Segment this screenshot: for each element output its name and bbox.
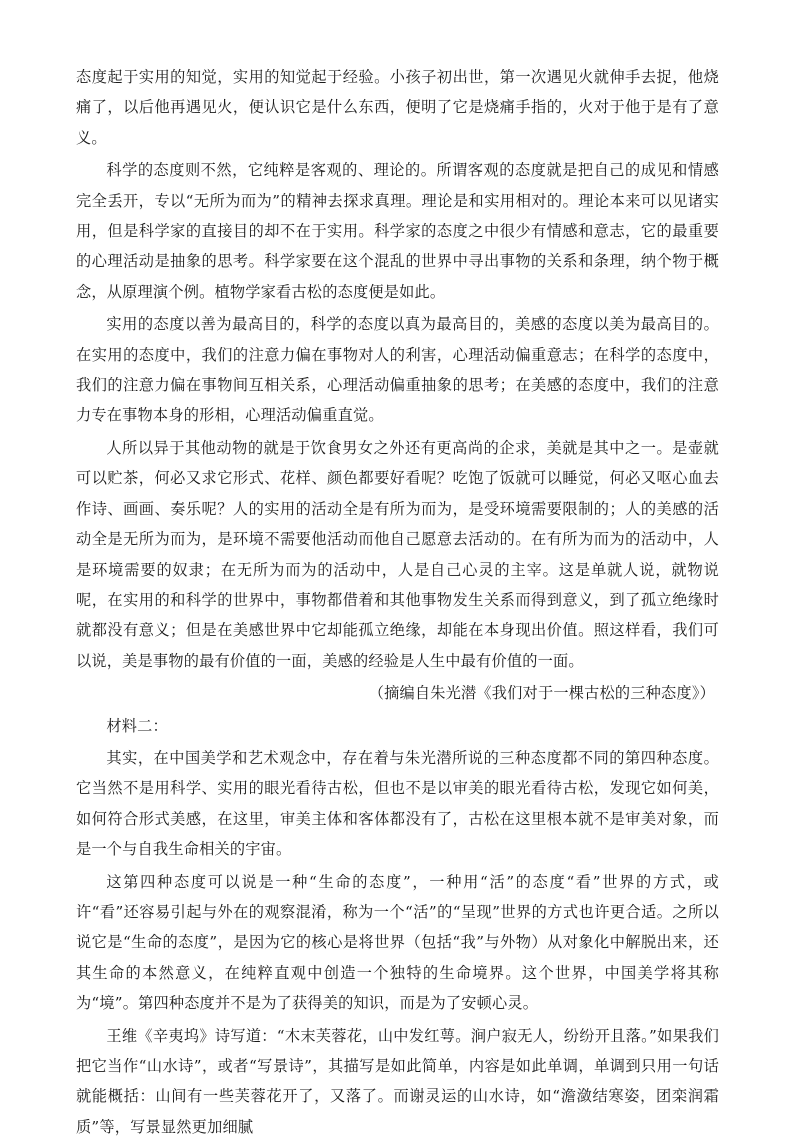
paragraph-2: 科学的态度则不然，它纯粹是客观的、理论的。所谓客观的态度就是把自己的成见和情感完全丢开，专以“无所为而为”的精神去探求真理。理论是和实用相对的。理论本来可以见诸实用，但是科学家的直接目的却不在于实用。科学家的态度之中很少有情感和意志，它的最重要的心理活动是抽象的思考。科学家要在这个混乱的世界中寻出事物的关系和条理，纳个物于概念，从原理演个例。植物学家看古松的态度便是如此。 — [76, 161, 719, 301]
document-page — [76, 62, 719, 1144]
paragraph-4: 人所以异于其他动物的就是于饮食男女之外还有更高尚的企求，美就是其中之一。是壶就可以贮茶，何必又求它形式、花样、颜色都要好看呢？吃饱了饭就可以睡觉，何必又呕心血去作诗、画画、奏乐呢？人的实用的活动全是有所为而为，是受环境需要限制的；人的美感的活动全是无所为而为，是环境不需要他活动而他自己愿意去活动的。在有所为而为的活动中，人是环境需要的奴隶；在无所为而为的活动中，人是自己心灵的主宰。这是单就人说，就物说呢，在实用的和科学的世界中，事物都借着和其他事物发生关系而得到意义，到了孤立绝缘时就都没有意义；但是在美感世界中它却能孤立绝缘，却能在本身现出价值。照这样看，我们可以说，美是事物的最有价值的一面，美感的经验是人生中最有价值的一面。 — [76, 438, 719, 670]
source-citation: （摘编自朱光潜《我们对于一棵古松的三种态度》） — [368, 684, 715, 703]
paragraph-7: 王维《辛夷坞》诗写道：“木末芙蓉花，山中发红萼。涧户寂无人，纷纷开且落。”如果我们把它当作“山水诗”，或者“写景诗”，其描写是如此简单，内容是如此单调，单调到只用一句话就能概括：山间有一些芙蓉花开了，又落了。而谢灵运的山水诗，如“澹潋结寒姿，团栾润霜质”等，写景显然更加细腻 — [76, 1026, 719, 1136]
paragraph-5: 其实，在中国美学和艺术观念中，存在着与朱光潜所说的三种态度都不同的第四种态度。它当然不是用科学、实用的眼光看待古松，但也不是以审美的眼光看待古松，发现它如何美，如何符合形式美感，在这里，审美主体和客体都没有了，古松在这里根本就不是审美对象，而是一个与自我生命相关的宇宙。 — [76, 748, 719, 859]
paragraph-6: 这第四种态度可以说是一种“生命的态度”，一种用“活”的态度“看”世界的方式，或许“看”还容易引起与外在的观察混淆，称为一个“活”的“呈现”世界的方式也许更合适。之所以说它是“生命的态度”，是因为它的核心是将世界（包括“我”与外物）从对象化中解脱出来，还其生命的本然意义，在纯粹直观中创造一个独特的生命境界。这个世界，中国美学将其称为“境”。第四种态度并不是为了获得美的知识，而是为了安顿心灵。 — [76, 872, 719, 1013]
material-2-heading: 材料二： — [106, 716, 168, 735]
paragraph-3: 实用的态度以善为最高目的，科学的态度以真为最高目的，美感的态度以美为最高目的。在实用的态度中，我们的注意力偏在事物对人的利害，心理活动偏重意志；在科学的态度中，我们的注意力偏在事物间互相关系，心理活动偏重抽象的思考；在美感的态度中，我们的注意力专在事物本身的形相，心理活动偏重直觉。 — [76, 315, 719, 425]
paragraph-1: 态度起于实用的知觉，实用的知觉起于经验。小孩子初出世，第一次遇见火就伸手去捉，他烧痛了，以后他再遇见火，便认识它是什么东西，便明了它是烧痛手指的，火对于他于是有了意义。 — [76, 68, 719, 147]
